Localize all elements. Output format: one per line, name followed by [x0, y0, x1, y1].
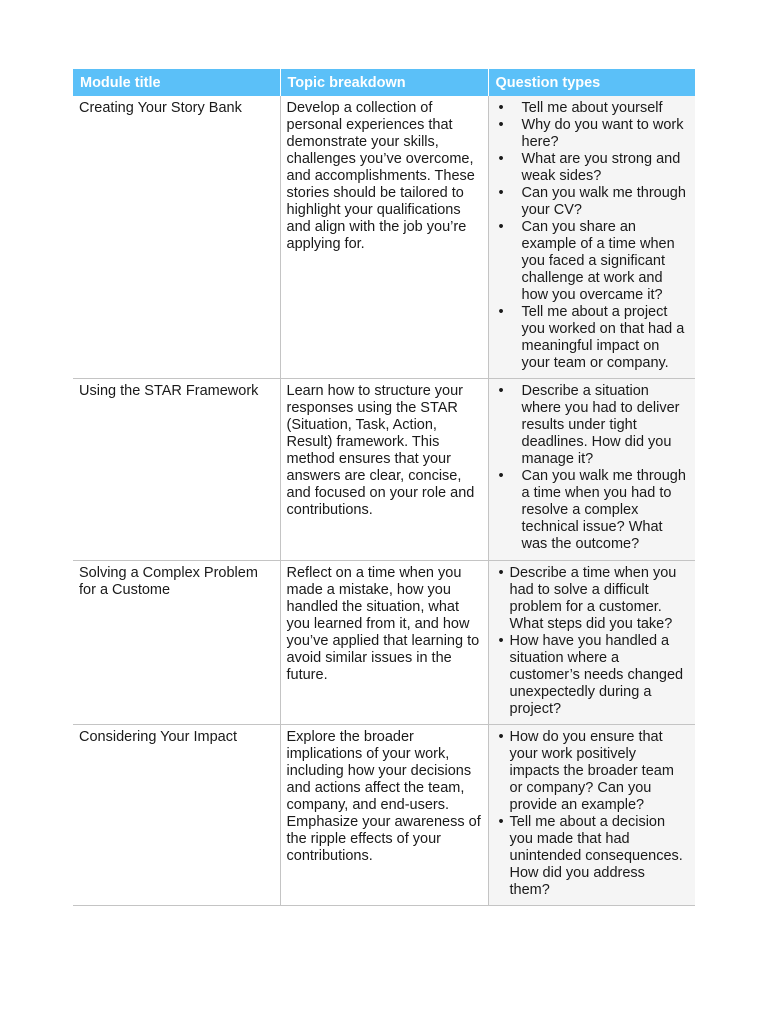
list-item: • Describe a situation where you had to deliver results under tight deadlines. How did you manage it?	[495, 383, 690, 468]
bullet-icon: •	[498, 565, 504, 581]
topic-breakdown-cell: Reflect on a time when you made a mistake, how you handled the situation, what you learned from it, and how you’ve applied that learning to avoid similar issues in the future.	[280, 561, 488, 725]
bullet-icon: •	[498, 729, 504, 745]
table-row	[73, 379, 695, 561]
bullet-icon: •	[498, 304, 504, 320]
list-item: • Can you walk me through a time when you had to resolve a complex technical issue? What was the outcome?	[495, 468, 690, 553]
list-item: • What are you strong and weak sides?	[495, 151, 690, 185]
bullet-icon: •	[498, 814, 504, 830]
list-item: • How do you ensure that your work positively impacts the broader team or company? Can you provide an example?	[495, 729, 690, 814]
list-item: • How have you handled a situation where a customer’s needs changed unexpectedly during a project?	[495, 633, 690, 718]
bullet-icon: •	[498, 383, 504, 399]
question-types-cell	[488, 561, 695, 725]
list-item: • Can you share an example of a time when you faced a significant challenge at work and how you overcame it?	[495, 219, 690, 304]
module-title-cell: Solving a Complex Problem for a Custome	[73, 561, 280, 725]
question-types-cell	[488, 725, 695, 906]
question-list	[495, 383, 690, 553]
list-item: • Can you walk me through your CV?	[495, 185, 690, 219]
bullet-icon: •	[498, 185, 504, 201]
question-list	[495, 100, 690, 372]
module-title-cell: Creating Your Story Bank	[73, 96, 280, 379]
table-row	[73, 561, 695, 725]
bullet-icon: •	[498, 633, 504, 649]
bullet-icon: •	[498, 117, 504, 133]
list-item: • Tell me about a project you worked on that had a meaningful impact on your team or company.	[495, 304, 690, 372]
module-title-cell: Using the STAR Framework	[73, 379, 280, 561]
modules-table	[73, 69, 695, 906]
topic-breakdown-cell: Learn how to structure your responses using the STAR (Situation, Task, Action, Result) framework. This method ensures that your answers are clear, concise, and focused on your role and contributions.	[280, 379, 488, 561]
topic-breakdown-cell: Explore the broader implications of your work, including how your decisions and actions affect the team, company, and end-users. Emphasize your awareness of the ripple effects of your contributions.	[280, 725, 488, 906]
header-row	[73, 69, 695, 96]
list-item: • Tell me about yourself	[495, 100, 690, 117]
header-question-types: Question types	[488, 69, 695, 96]
bullet-icon: •	[498, 468, 504, 484]
list-item: • Describe a time when you had to solve a difficult problem for a customer. What steps did you take?	[495, 565, 690, 633]
table-row	[73, 96, 695, 379]
question-list	[495, 565, 690, 718]
question-list	[495, 729, 690, 899]
question-types-cell	[488, 379, 695, 561]
header-module-title: Module title	[73, 69, 280, 96]
question-types-cell	[488, 96, 695, 379]
bullet-icon: •	[498, 151, 504, 167]
list-item: • Tell me about a decision you made that had unintended consequences. How did you address them?	[495, 814, 690, 899]
module-title-cell: Considering Your Impact	[73, 725, 280, 906]
topic-breakdown-cell: Develop a collection of personal experiences that demonstrate your skills, challenges you’ve overcome, and accomplishments. These stories should be tailored to highlight your qualifications and align with the job you’re applying for.	[280, 96, 488, 379]
bullet-icon: •	[498, 219, 504, 235]
header-topic-breakdown: Topic breakdown	[280, 69, 488, 96]
table-row	[73, 725, 695, 906]
bullet-icon: •	[498, 100, 504, 116]
list-item: • Why do you want to work here?	[495, 117, 690, 151]
